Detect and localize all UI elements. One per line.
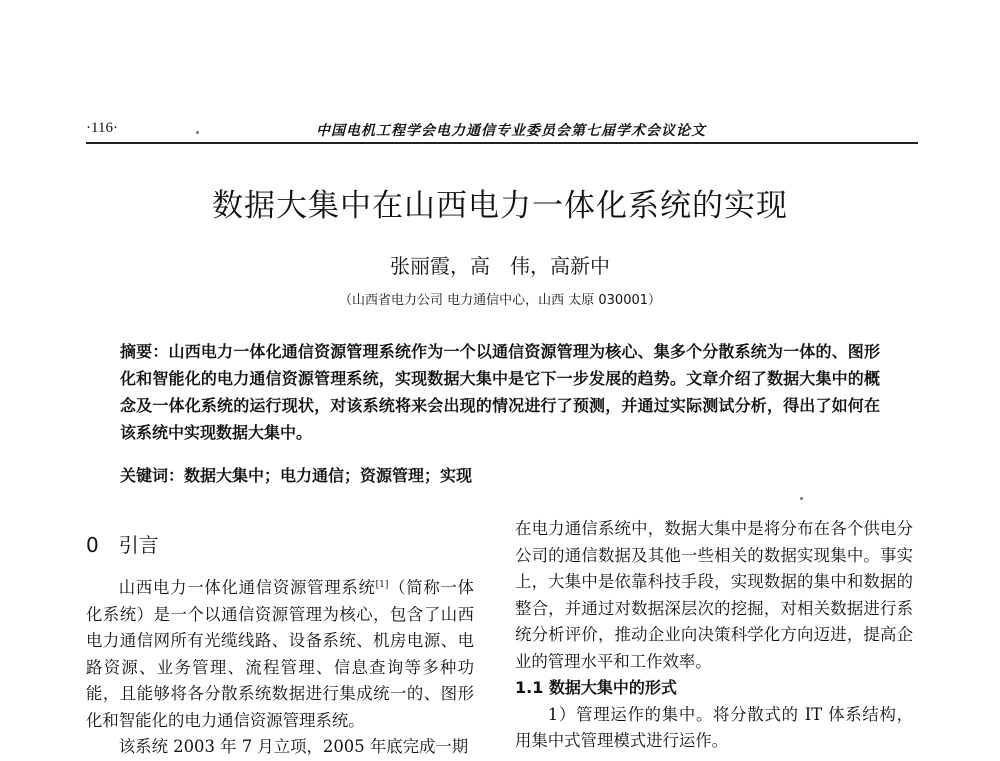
scan-speck — [196, 131, 199, 134]
keywords-label: 关键词： — [120, 466, 185, 485]
abstract — [120, 338, 880, 446]
authors: 张丽霞，高 伟，高新中 — [390, 254, 610, 278]
right-column — [515, 516, 913, 755]
abstract-text: 山西电力一体化通信资源管理系统作为一个以通信资源管理为核心、集多个分散系统为一体的、图形化和智能化的电力通信资源管理系统，实现数据大集中是它下一步发展的趋势。文章介绍了数据大集中的概念及一体化系统的运行现状，对该系统将来会出现的情况进行了预测，并通过实际测试分析，得出了如何在该系统中实现数据大集中。 — [120, 342, 880, 442]
running-header — [86, 118, 918, 144]
abstract-label: 摘要： — [120, 342, 169, 361]
right-paragraph-1: 在电力通信系统中，数据大集中是将分布在各个供电分公司的通信数据及其他一些相关的数据实现集中。事实上，大集中是依靠科技手段，实现数据的集中和数据的整合，并通过对数据深层次的挖掘，对相关数据进行系统分析评价，推动企业向决策科学化方向迈进，提高企业的管理水平和工作效率。 — [515, 519, 913, 671]
keywords — [120, 463, 880, 486]
affiliation: （山西省电力公司 电力通信中心，山西 太原 030001） — [338, 293, 662, 308]
journal-title: 中国电机工程学会电力通信专业委员会第七届学术会议论文 — [316, 123, 706, 139]
right-paragraph-2: 1）管理运作的集中。将分散式的 IT 体系结构，用集中式管理模式进行运作。 — [515, 704, 913, 750]
keywords-text: 数据大集中；电力通信；资源管理；实现 — [184, 466, 473, 485]
intro-paragraph-2: 该系统 2003 年 7 月立项，2005 年底完成一期 — [118, 737, 469, 756]
paper-title: 数据大集中在山西电力一体化系统的实现 — [212, 188, 788, 224]
scan-speck — [800, 497, 803, 500]
citation-ref: [1] — [375, 580, 389, 590]
intro-para1-end: （简称一体化系统）是一个以通信资源管理为核心，包含了山西电力通信网所有光缆线路、设备系统、机房电源、电路资源、业务管理、流程管理、信息查询等多种功能，且能够将各分散系统数据进行集成统一的、图形化和智能化的电力通信资源管理系统。 — [86, 578, 475, 730]
section-heading-intro: 0 引言 — [86, 533, 159, 557]
subsection-heading: 1.1 数据大集中的形式 — [515, 678, 677, 697]
left-column — [86, 530, 474, 761]
intro-paragraph-1 — [86, 572, 474, 734]
page-number: ·116· — [86, 120, 118, 136]
intro-para1-start: 山西电力一体化通信资源管理系统 — [118, 578, 376, 597]
